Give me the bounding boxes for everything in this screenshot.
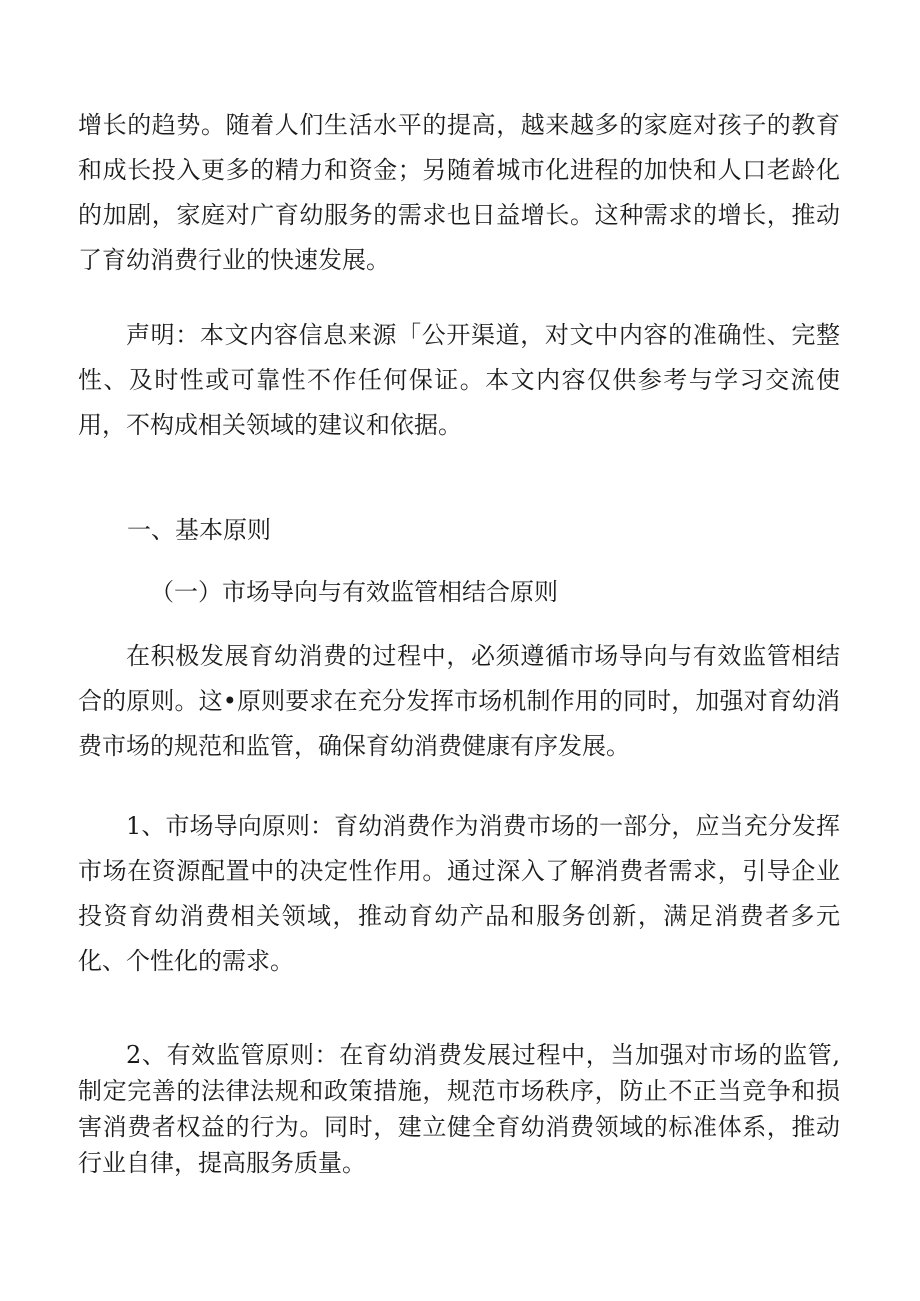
item1-paragraph: 1、市场导向原则：育幼消费作为消费市场的一部分，应当充分发挥市场在资源配置中的决定性作用。通过深入了解消费者需求，引导企业投资育幼消费相关领域，推动育幼产品和服务创新，满足消费者多元化、个性化的需求。: [78, 812, 840, 975]
item2-paragraph: 2、有效监管原则：在育幼消费发展过程中，当加强对市场的监管,制定完善的法律法规和政策措施，规范市场秩序，防止不正当竞争和损害消费者权益的行为。同时，建立健全育幼消费领域的标准体系，推动行业自律，提高服务质量。: [78, 1041, 840, 1177]
intro-paragraph: 增长的趋势。随着人们生活水平的提高，越来越多的家庭对孩子的教育和成长投入更多的精力和资金；另随着城市化进程的加快和人口老龄化的加剧，家庭对广育幼服务的需求也日益增长。这种需求的增长，推动了育幼消费行业的快速发展。: [78, 111, 840, 274]
disclaimer-paragraph: 声明：本文内容信息来源「公开渠道，对文中内容的准确性、完整性、及时性或可靠性不作任何保证。本文内容仅供参考与学习交流使用，不构成相关领域的建议和依据。: [78, 321, 840, 439]
section-intro-paragraph: 在积极发展育幼消费的过程中，必须遵循市场导向与有效监管相结合的原则。这•原则要求在充分发挥市场机制作用的同时，加强对育幼消费市场的规范和监管，确保育幼消费健康有序发展。: [78, 642, 840, 760]
subsection-heading: （一）市场导向与有效监管相结合原则: [150, 578, 558, 606]
section-heading: 一、基本原则: [127, 516, 271, 544]
